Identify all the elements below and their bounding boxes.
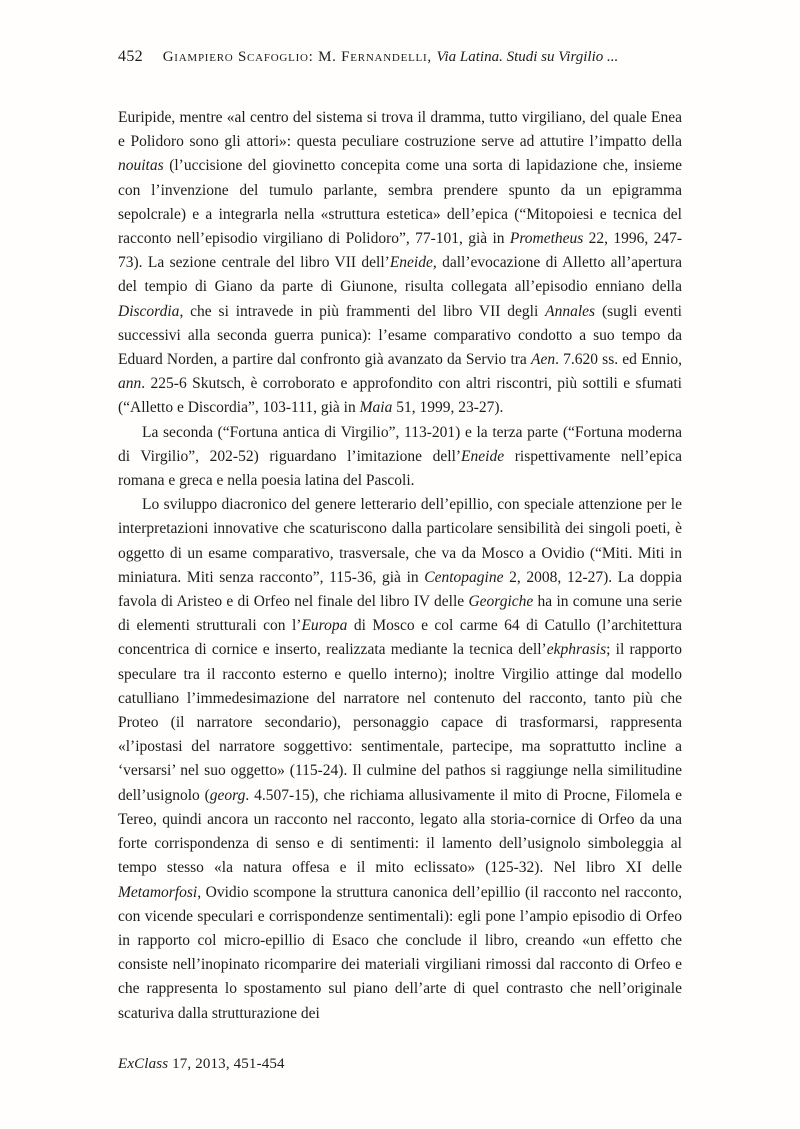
text-run: Prometheus (509, 230, 584, 248)
text-run: Europa (301, 617, 348, 635)
text-run: . 4.507-15), che richiama allusivamente il mito di Procne, Filomela e Tereo, quindi ancora un racconto nel racconto, legato alla storia-cornice di Orfeo da una forte corrispondenza di senso e di sentimenti: il lamento dell’usignolo simboleggia al tempo stesso «la natura offesa e il mito eclissato» (125-32). Nel libro XI delle (118, 786, 682, 877)
text-run: (l’uccisione del giovinetto concepita come una sorta di lapidazione che, insieme con l’invenzione del tumulo parlante, sembra prendere spunto da un epigramma sepolcrale) e a integrarla nella «struttura estetica» dell’epica (“Mitopoiesi e tecnica del racconto nell’episodio virgiliano di Polidoro”, 77-101, già in (118, 157, 682, 248)
text-run: Lo sviluppo diacronico del genere letterario dell’epillio, con speciale attenzione per le interpretazioni innovative che scaturiscono dalla particolare sensibilità dei singoli poeti, è oggetto di un esame comparativo, trasversale, che va da Mosco a Ovidio (“Miti. Miti in miniatura. Miti senza racconto”, 115-36, già in (118, 496, 682, 586)
text-run: 2, 2008, 12-27). La doppia favola di Aristeo e di Orfeo nel finale del libro IV delle (118, 568, 682, 611)
text-run: Discordia (118, 302, 180, 320)
text-run: Centopagine (424, 568, 504, 586)
text-run: Georgiche (468, 593, 534, 611)
text-run: Giampiero Scafoglio: M. Fernandelli, (162, 49, 437, 65)
running-head-text (163, 49, 619, 65)
text-run: Euripide, mentre «al centro del sistema si trova il dramma, tutto virgiliano, del quale Enea e Polidoro sono gli attori»: questa peculiare costruzione serve ad attutire l’impatto della (118, 109, 682, 151)
text-run: Eneide (461, 447, 505, 465)
text-run: ann (118, 375, 142, 393)
page-footer (118, 1056, 285, 1073)
paragraph (118, 493, 682, 1025)
text-run: (sugli eventi successivi alla seconda guerra punica): l’esame comparativo condotto a suo tempo da Eduard Norden, a partire dal confronto già avanzato da Servio tra (118, 302, 682, 369)
text-run: Metamorfosi (118, 883, 198, 901)
text-run: Maia (359, 399, 393, 417)
text-run: georg (209, 786, 246, 804)
text-run: Via Latina. Studi su Virgilio ... (436, 49, 619, 65)
text-run: La seconda (“Fortuna antica di Virgilio”, 113-201) e la terza parte (“Fortuna moderna di Virgilio”, 202-52) riguardano l’imitazione dell’ (118, 423, 682, 465)
text-run: 51, 1999, 23-27). (392, 399, 504, 417)
text-run: rispettivamente nell’epica romana e greca e nella poesia latina del Pascoli. (118, 447, 682, 490)
text-run: , dall’evocazione di Alletto all’apertura del tempio di Giano da parte di Giunone, risulta collegata all’episodio enniano della (118, 254, 682, 296)
text-run: , che si intravede in più frammenti del libro VII degli (179, 302, 546, 320)
body-text (118, 106, 682, 1026)
text-run: Eneide (389, 254, 433, 272)
text-run: nouitas (118, 157, 164, 175)
text-run: . 225-6 Skutsch, è corroborato e approfondito con altri riscontri, più sottili e sfumati (“Alletto e Discordia”, 103-111, già in (118, 375, 682, 417)
text-run: Annales (545, 302, 596, 320)
page-header (118, 48, 682, 66)
text-run: Aen (530, 351, 556, 369)
text-run: 17, 2013, 451-454 (168, 1056, 285, 1072)
paragraph (118, 106, 682, 421)
text-run: ekphrasis (546, 641, 607, 659)
text-run: ha in comune una serie di elementi strutturali con l’ (118, 593, 683, 635)
text-run: , Ovidio scompone la struttura canonica dell’epillio (il racconto nel racconto, con vicende speculari e corrispondenze sentimentali): egli pone l’ampio episodio di Orfeo in rapporto col micro-epillio di Esaco che conclude il libro, creando «un effetto che consiste nell’inopinato ricomparire dei materiali virgiliani rimossi dal racconto di Orfeo e che rappresenta lo spostamento sul piano dell’arte di quel contrasto che nell’originale scaturiva dalla strutturazione dei (118, 883, 682, 1022)
page-number: 452 (118, 48, 143, 65)
text-run: di Mosco e col carme 64 di Catullo (l’architettura concentrica di cornice e inserto, realizzata mediante la tecnica dell’ (118, 617, 682, 659)
text-run: ExClass (118, 1056, 169, 1072)
text-run: 22, 1996, 247-73). La sezione centrale del libro VII dell’ (118, 230, 682, 272)
paragraph (118, 421, 682, 494)
text-run: ; il rapporto speculare tra il racconto esterno e quello interno); inoltre Virgilio attinge dal modello catulliano l’immedesimazione del narratore nel contenuto del racconto, tanto più che Proteo (il narratore secondario), personaggio capace di trasformarsi, rappresenta «l’ipostasi del narratore soggettivo: sentimentale, partecipe, ma soprattutto incline a ‘versarsi’ nel suo oggetto» (115-24). Il culmine del pathos si raggiunge nella similitudine dell’usignolo ( (118, 641, 682, 804)
text-run: . 7.620 ss. ed Ennio, (555, 351, 682, 369)
journal-reference (118, 1056, 285, 1072)
